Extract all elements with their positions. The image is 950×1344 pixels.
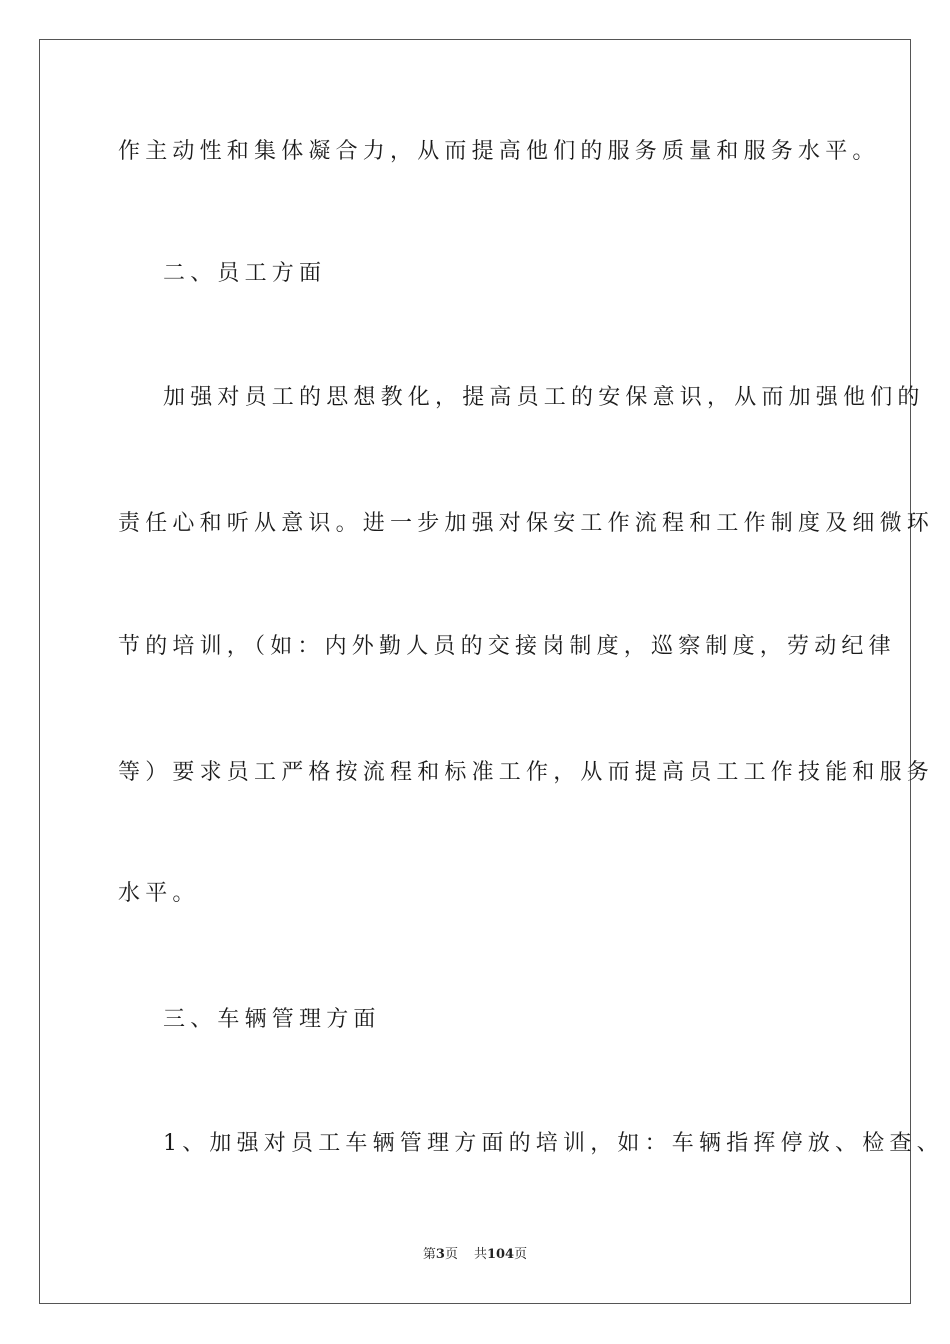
paragraph-line-7: 1、加强对员工车辆管理方面的培训，如：车辆指挥停放、检查、 (163, 1131, 944, 1156)
footer-total-prefix: 共 (473, 1247, 487, 1262)
footer-page-prefix: 第 (422, 1247, 436, 1262)
paragraph-line-4: 节的培训，（如：内外勤人员的交接岗制度，巡察制度，劳动纪律 (118, 634, 896, 659)
footer-page-number: 3 (435, 1247, 445, 1262)
section-heading-vehicles: 三、车辆管理方面 (163, 1007, 381, 1032)
footer-total-suffix: 页 (514, 1247, 528, 1262)
paragraph-line-6: 水平。 (118, 881, 200, 906)
section-heading-employees: 二、员工方面 (163, 261, 327, 286)
paragraph-line-5: 等）要求员工严格按流程和标准工作，从而提高员工工作技能和服务 (118, 760, 935, 785)
page-frame (39, 39, 911, 1304)
paragraph-line-3: 责任心和听从意识。进一步加强对保安工作流程和工作制度及细微环 (118, 511, 935, 536)
footer-page-suffix: 页 (444, 1247, 458, 1262)
paragraph-line-2: 加强对员工的思想教化，提高员工的安保意识，从而加强他们的 (163, 385, 925, 410)
footer-total-pages: 104 (486, 1247, 515, 1262)
page-footer (0, 1246, 950, 1264)
paragraph-line-1: 作主动性和集体凝合力，从而提高他们的服务质量和服务水平。 (118, 139, 880, 164)
